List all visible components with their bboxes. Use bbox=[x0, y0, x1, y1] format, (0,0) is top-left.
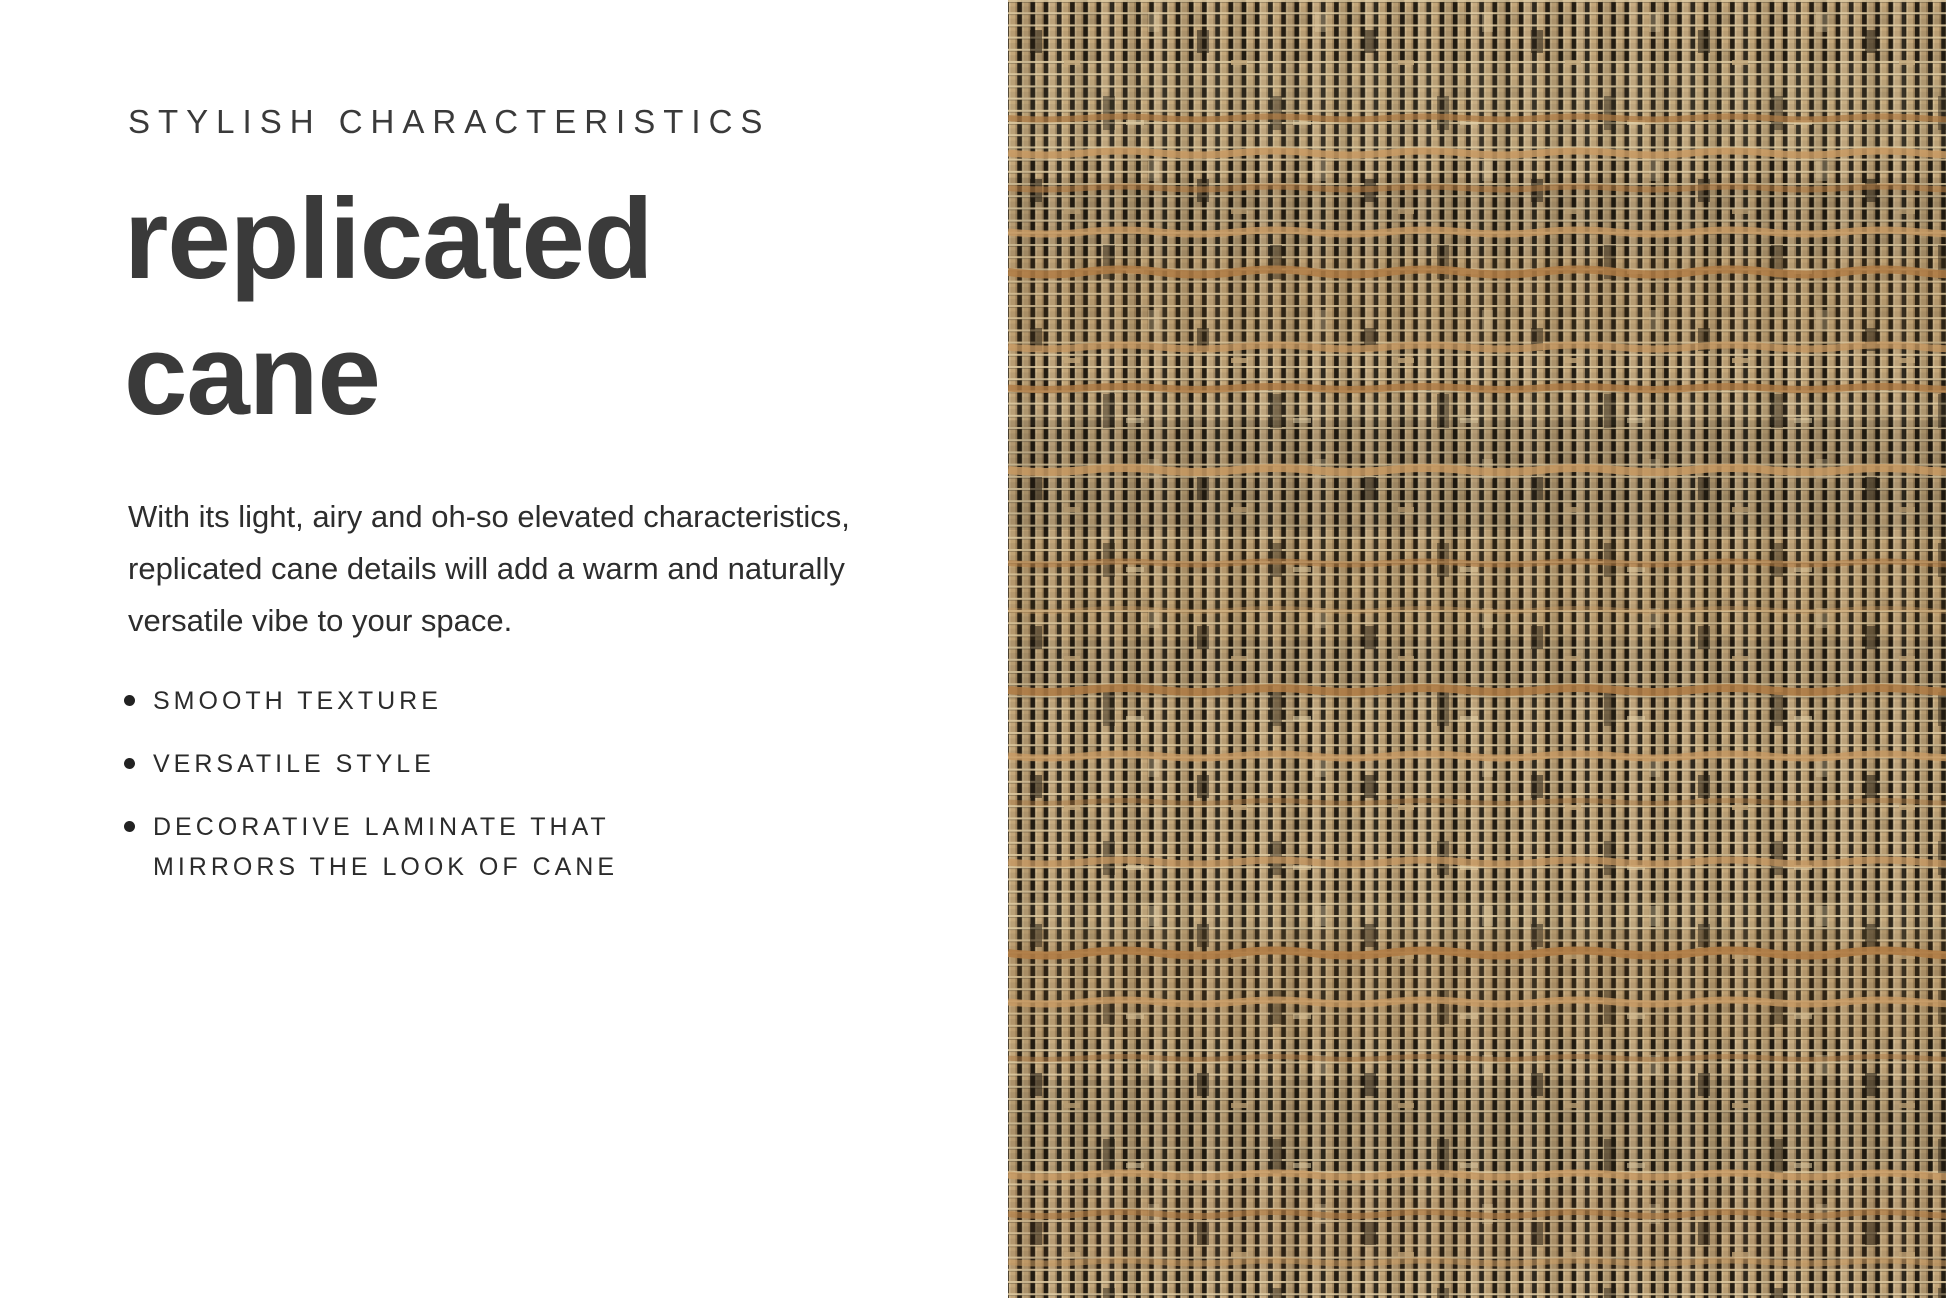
description-line: replicated cane details will add a warm and naturally bbox=[128, 551, 845, 586]
cane-texture-image bbox=[1008, 0, 1946, 1298]
bullet-icon bbox=[124, 695, 135, 706]
bullet-icon bbox=[124, 758, 135, 769]
list-item bbox=[128, 681, 638, 721]
bullet-icon bbox=[124, 821, 135, 832]
list-item-label: DECORATIVE LAMINATE THAT MIRRORS THE LOOK OF CANE bbox=[153, 813, 619, 881]
feature-list bbox=[128, 681, 638, 910]
woven-texture-graphic bbox=[1008, 0, 1946, 1298]
description-line: With its light, airy and oh-so elevated characteristics, bbox=[128, 499, 850, 534]
list-item bbox=[128, 744, 638, 784]
eyebrow-label: STYLISH CHARACTERISTICS bbox=[128, 103, 771, 140]
description-paragraph bbox=[128, 491, 850, 647]
list-item-label: VERSATILE STYLE bbox=[153, 750, 435, 778]
list-item bbox=[128, 807, 638, 887]
page-title: replicated cane bbox=[124, 176, 653, 439]
list-item-label: SMOOTH TEXTURE bbox=[153, 687, 442, 715]
description-line: versatile vibe to your space. bbox=[128, 603, 513, 638]
